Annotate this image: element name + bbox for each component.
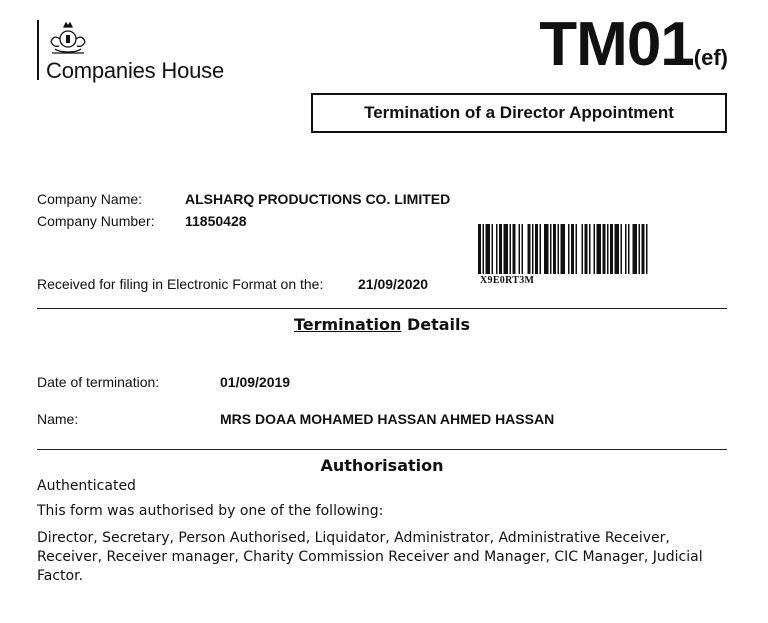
form-title: Termination of a Director Appointment xyxy=(364,103,674,122)
received-date: 21/09/2020 xyxy=(358,276,429,292)
details-title-word: Details xyxy=(406,315,471,334)
termination-date-value: 01/09/2019 xyxy=(220,374,291,390)
form-title-box xyxy=(311,93,727,133)
termination-title-word: Termination xyxy=(293,315,402,334)
director-name-label: Name: xyxy=(37,411,79,427)
company-name-label: Company Name: xyxy=(37,191,143,207)
termination-details-title xyxy=(37,315,727,334)
barcode-text: X9E0RT3M xyxy=(480,275,535,286)
royal-crest-icon xyxy=(46,18,90,58)
termination-date-label: Date of termination: xyxy=(37,374,160,390)
form-code xyxy=(539,10,728,79)
company-number-value: 11850428 xyxy=(185,213,247,229)
divider-bottom xyxy=(37,449,727,450)
company-name-value: ALSHARQ PRODUCTIONS CO. LIMITED xyxy=(185,191,451,207)
director-name-value: MRS DOAA MOHAMED HASSAN AHMED HASSAN xyxy=(220,411,555,427)
company-number-label: Company Number: xyxy=(37,213,155,229)
authorisation-intro: This form was authorised by one of the following: xyxy=(37,503,384,519)
received-label: Received for filing in Electronic Format on the: xyxy=(37,276,324,292)
logo-divider xyxy=(37,20,39,80)
form-code-suffix: (ef) xyxy=(693,45,728,70)
barcode-icon xyxy=(478,224,720,274)
divider-top xyxy=(37,308,727,309)
form-code-main: TM01 xyxy=(539,10,694,79)
authorisation-title: Authorisation xyxy=(320,456,444,475)
authorisation-status: Authenticated xyxy=(37,478,136,494)
authorised-roles: Director, Secretary, Person Authorised, Liquidator, Administrator, Administrative Receiver, Receiver, Receiver manager, Charity Commission Receiver and Manager, CIC Manager, Judicial Factor. xyxy=(37,530,703,584)
companies-house-brand: Companies House xyxy=(46,58,224,83)
